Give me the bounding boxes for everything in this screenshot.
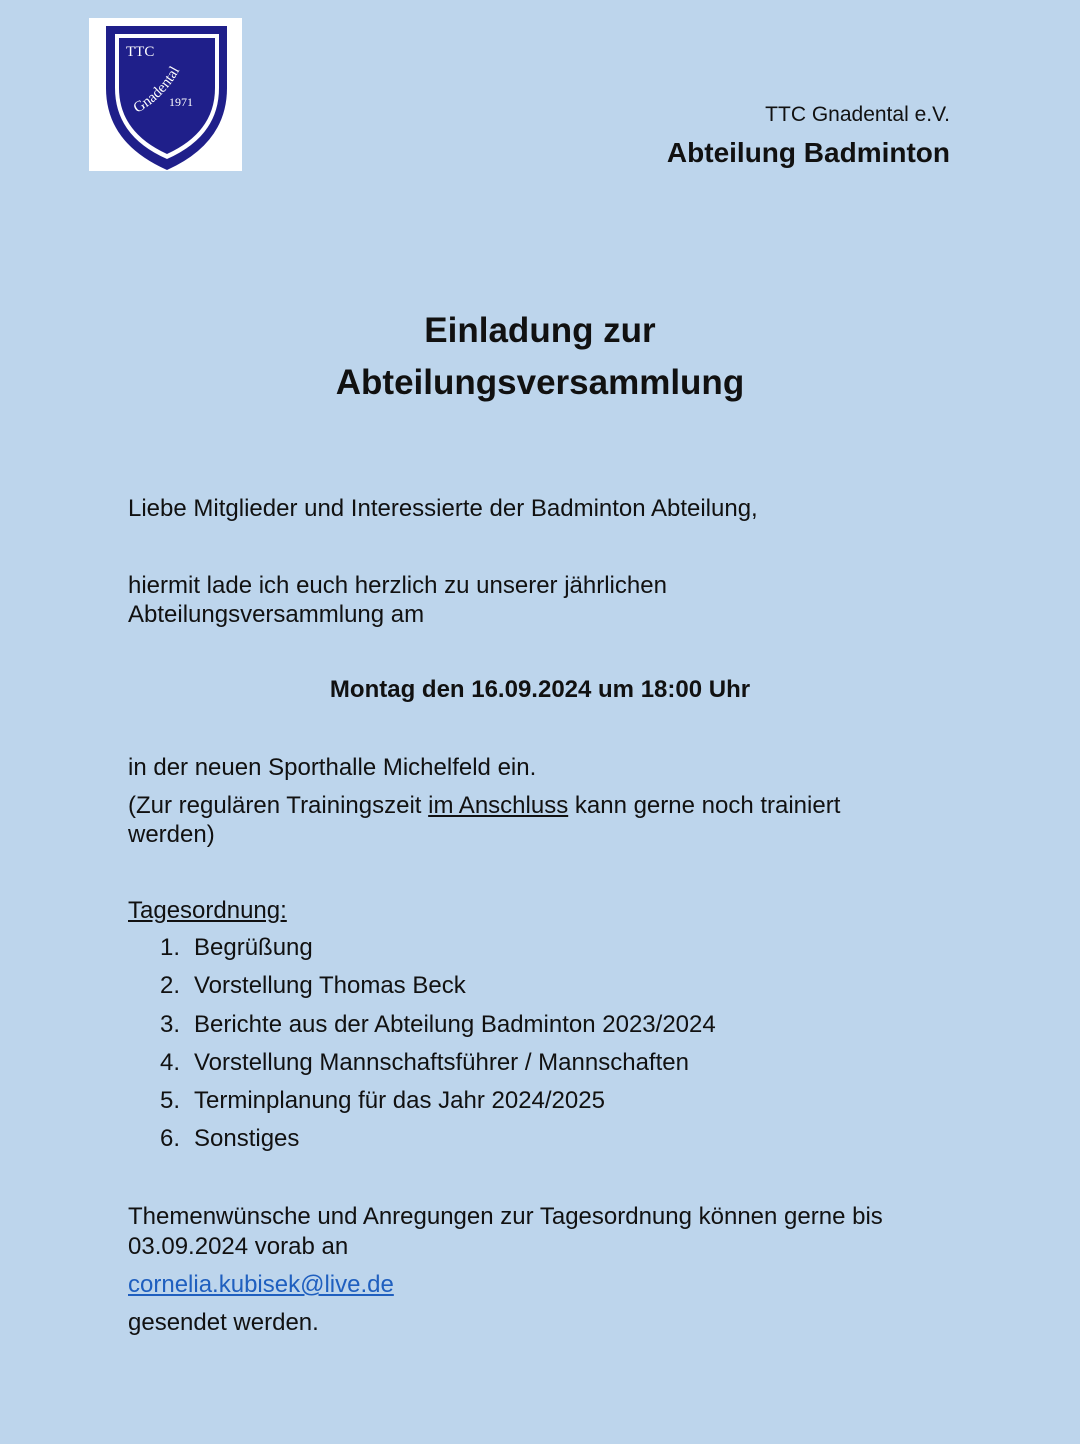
training-pre: (Zur regulären Trainingszeit [128, 792, 429, 819]
location-line: in der neuen Sporthalle Michelfeld ein. [128, 754, 537, 781]
shield-icon [89, 18, 242, 171]
title-line-2: Abteilungsversammlung [335, 363, 745, 402]
logo-text-arc: Gnadental [130, 63, 184, 117]
closing-line-1: Themenwünsche und Anregungen zur Tagesordnung können gerne bis [128, 1203, 883, 1230]
training-line [128, 791, 840, 820]
agenda-item: 6. Sonstiges [160, 1125, 300, 1153]
training-line-2: werden) [128, 821, 215, 848]
closing-line-3: gesendet werden. [128, 1309, 319, 1336]
agenda-item: 4. Vorstellung Mannschaftsführer / Mannschaften [160, 1048, 689, 1076]
agenda-item: 2. Vorstellung Thomas Beck [160, 972, 466, 1000]
intro-line-1: hiermit lade ich euch herzlich zu unserer jährlichen [128, 572, 667, 599]
logo-text-top: TTC [126, 44, 155, 60]
logo-year: 1971 [169, 95, 193, 109]
agenda-heading: Tagesordnung: [128, 897, 287, 924]
agenda-list [160, 933, 716, 1163]
club-logo [89, 18, 242, 171]
page-title [0, 305, 1080, 409]
title-line-1: Einladung zur [424, 311, 656, 350]
meeting-date: Montag den 16.09.2024 um 18:00 Uhr [329, 676, 751, 703]
training-post: kann gerne noch trainiert [568, 792, 841, 819]
agenda-item: 3. Berichte aus der Abteilung Badminton 2023/2024 [160, 1010, 716, 1038]
greeting: Liebe Mitglieder und Interessierte der Badminton Abteilung, [128, 495, 758, 522]
org-name: TTC Gnadental e.V. [765, 103, 950, 126]
agenda-item: 5. Terminplanung für das Jahr 2024/2025 [160, 1087, 605, 1115]
email-link[interactable]: cornelia.kubisek@live.de [128, 1271, 394, 1298]
closing-line-2: 03.09.2024 vorab an [128, 1233, 349, 1260]
training-underlined: im Anschluss [428, 792, 569, 819]
intro-line-2: Abteilungsversammlung am [128, 601, 425, 628]
department-name: Abteilung Badminton [666, 137, 950, 168]
agenda-item: 1. Begrüßung [160, 934, 313, 961]
